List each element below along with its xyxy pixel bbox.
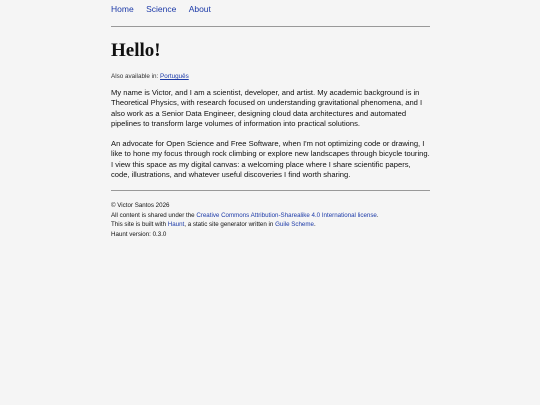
footer <box>111 201 431 239</box>
license-link[interactable]: Creative Commons Attribution-Sharealike 4.0 International license <box>196 211 377 219</box>
nav-science-link[interactable]: Science <box>146 4 177 14</box>
built-middle: , a static site generator written in <box>184 221 276 229</box>
built-prefix: This site is built with <box>111 221 168 229</box>
built-suffix: . <box>313 221 316 229</box>
page-title: Hello! <box>111 40 161 61</box>
portuguese-link[interactable]: Português <box>160 73 189 80</box>
license-suffix: . <box>376 211 379 219</box>
advocacy-paragraph: An advocate for Open Science and Free Software, when I'm not optimizing code or drawing, I like to hone my focus through rock climbing or explore new landscapes through bicycle touring. I view this space as my digital canvas: a welcoming place where I share scientific papers, code, illustrations, and whatever useful discoveries I find worth sharing. <box>111 139 430 180</box>
intro-paragraph: My name is Victor, and I am a scientist, developer, and artist. My academic background is in Theoretical Physics, with research focused on understanding gravitational phenomena, and I also work as a Senior Data Engineer, designing cloud data architectures and automated pipelines to transform large volumes of information into practical solutions. <box>111 88 423 128</box>
language-availability <box>111 73 431 80</box>
built-with-line <box>111 220 431 229</box>
nav-divider <box>111 26 430 27</box>
license-prefix: All content is shared under the <box>111 211 197 219</box>
top-nav <box>111 0 431 26</box>
language-prefix: Also available in: <box>111 73 159 80</box>
nav-home-link[interactable]: Home <box>111 4 134 14</box>
footer-divider <box>111 190 430 191</box>
page <box>111 0 431 239</box>
copyright-text: © Victor Santos 2026 <box>111 202 170 210</box>
haunt-link[interactable]: Haunt <box>167 221 185 229</box>
version-text: Haunt version: 0.3.0 <box>111 230 167 238</box>
license-line <box>111 211 431 220</box>
guile-scheme-link[interactable]: Guile Scheme <box>275 221 314 229</box>
nav-about-link[interactable]: About <box>188 4 211 14</box>
